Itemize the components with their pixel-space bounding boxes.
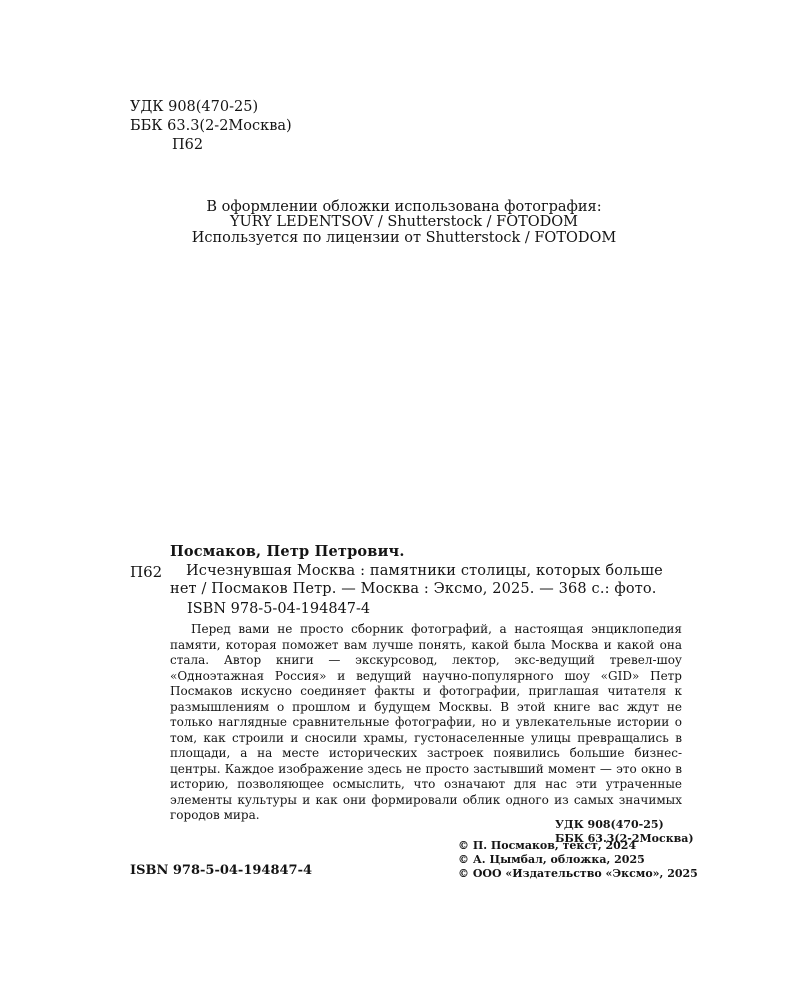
- cover-credit-line-1: В оформлении обложки использована фотография:: [206, 199, 602, 215]
- record-isbn: ISBN 978-5-04-194847-4: [187, 601, 371, 617]
- bbk-code: ББК 63.3(2-2Москва): [130, 118, 292, 134]
- author-heading: Посмаков, Петр Петрович.: [170, 543, 405, 560]
- description-line-1: Исчезнувшая Москва : памятники столицы, которых больше: [186, 563, 663, 579]
- bottom-bbk-code: ББК 63.3(2-2Москва): [555, 832, 694, 845]
- cover-credit-line-3: Используется по лицензии от Shutterstock / FOTODOM: [191, 230, 617, 246]
- copyright-publisher: © ООО «Издательство «Эксмо», 2025: [458, 867, 698, 880]
- description-line-2: нет / Посмаков Петр. — Москва : Эксмо, 2025. — 368 с.: фото.: [170, 581, 657, 597]
- cover-credit-line-2: YURY LEDENTSOV / Shutterstock / FOTODOM: [229, 214, 579, 230]
- bottom-isbn: ISBN 978-5-04-194847-4: [130, 863, 313, 878]
- record-author-mark: П62: [130, 563, 163, 581]
- udk-code: УДК 908(470-25): [130, 99, 259, 115]
- bottom-udk-code: УДК 908(470-25): [555, 818, 664, 831]
- author-mark: П62: [172, 137, 204, 153]
- annotation-text: Перед вами не просто сборник фотографий, а настоящая энциклопедия памяти, которая поможет вам лучше понять, какой была Москва и какой она стала. Автор книги — экскурсовод, лектор, экс-ведущий тревел-шоу «Одноэтажная Россия» и ведущий научно-популярного шоу «GID» Петр Посмаков искусно соединяет факты и фотографии, приглашая читателя к размышлениям о прошлом и будущем Москвы. В этой книге вас ждут не только наглядные сравнительные фотографии, но и увлекательные истории о том, как строили и сносили храмы, густонаселенные улицы превращались в площади, а на месте исторических застроек появились большие бизнес-центры. Каждое изображение здесь не просто застывший момент — это окно в историю, позволяющее осмыслить, что означают для нас эти утраченные элементы культуры и как они формировали облик одного из самых значимых городов мира.: [170, 622, 682, 822]
- copyright-text: © П. Посмаков, текст, 2024: [458, 839, 637, 852]
- annotation: [170, 622, 682, 824]
- copyright-cover: © А. Цымбал, обложка, 2025: [458, 853, 645, 866]
